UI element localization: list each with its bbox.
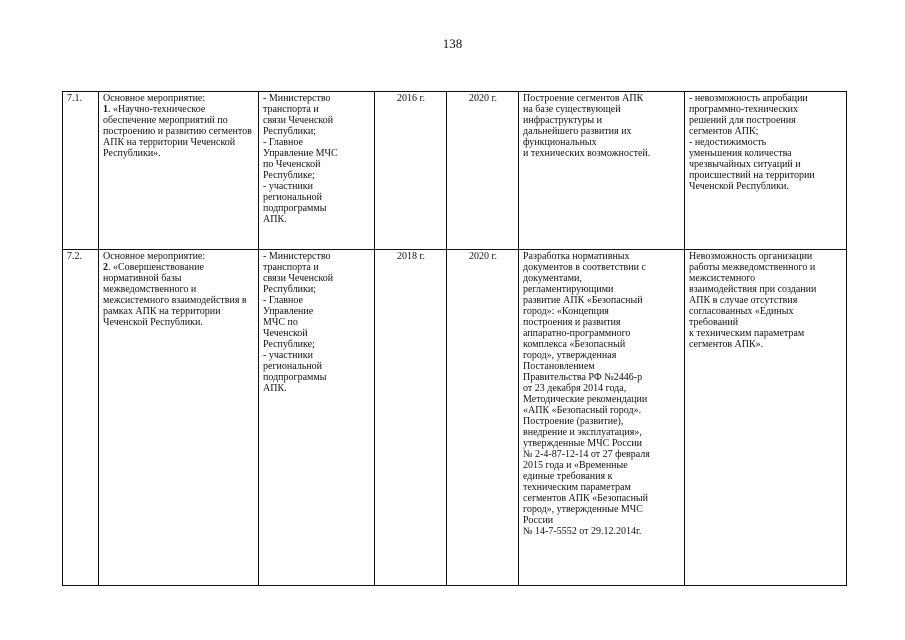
end-year: 2020 г.: [447, 250, 519, 586]
event-number: 2: [103, 262, 108, 273]
row-number: 7.1.: [63, 92, 99, 250]
executors-cell: - Министерство транспорта и связи Чеченской Республики; - Главное Управление МЧС по Чеченской Республике; - участники региональной подпрограммы АПК.: [259, 92, 375, 250]
event-cell: [99, 92, 259, 250]
table-row: [63, 250, 847, 586]
event-prefix: Основное мероприятие:: [103, 251, 206, 262]
result-cell: Построение сегментов АПК на базе существующей инфраструктуры и дальнейшего развития их функциональных и технических возможностей.: [519, 92, 685, 250]
event-prefix: Основное мероприятие:: [103, 93, 206, 104]
event-cell: [99, 250, 259, 586]
consequences-cell: - невозможность апробации программно-технических решений для построения сегментов АПК; - недостижимость уменьшения количества чрезвычайных ситуаций и происшествий на территории Чеченской Республики.: [685, 92, 847, 250]
event-number: 1: [103, 104, 108, 115]
start-year: 2016 г.: [375, 92, 447, 250]
table-row: [63, 92, 847, 250]
event-text: . «Совершенствование нормативной базы межведомственного и межсистемного взаимодействия в рамках АПК на территории Чеченской Республики.: [103, 262, 247, 328]
measures-table: [62, 91, 847, 586]
consequences-cell: Невозможность организации работы межведомственного и межсистемного взаимодействия при создании АПК в случае отсутствия согласованных «Единых требований к техническим параметрам сегментов АПК».: [685, 250, 847, 586]
result-cell: Разработка нормативных документов в соответствии с документами, регламентирующими развитие АПК «Безопасный город»: «Концепция построения и развития аппаратно-программного комплекса «Безопасный город», утвержденная Постановлением Правительства РФ №2446-р от 23 декабря 2014 года, Методические рекомендации «АПК «Безопасный город». Построение (развитие), внедрение и эксплуатация», утвержденные МЧС России № 2-4-87-12-14 от 27 февраля 2015 года и «Временные единые требования к техническим параметрам сегментов АПК «Безопасный город», утвержденные МЧС России № 14-7-5552 от 29.12.2014г.: [519, 250, 685, 586]
page-number: 138: [442, 36, 463, 51]
executors-cell: - Министерство транспорта и связи Чеченской Республики; - Главное Управление МЧС по Чеченской Республике; - участники региональной подпрограммы АПК.: [259, 250, 375, 586]
event-text: . «Научно-техническое обеспечение мероприятий по построению и развитию сегментов АПК на территории Чеченской Республики».: [103, 104, 252, 159]
row-number: 7.2.: [63, 250, 99, 586]
end-year: 2020 г.: [447, 92, 519, 250]
start-year: 2018 г.: [375, 250, 447, 586]
